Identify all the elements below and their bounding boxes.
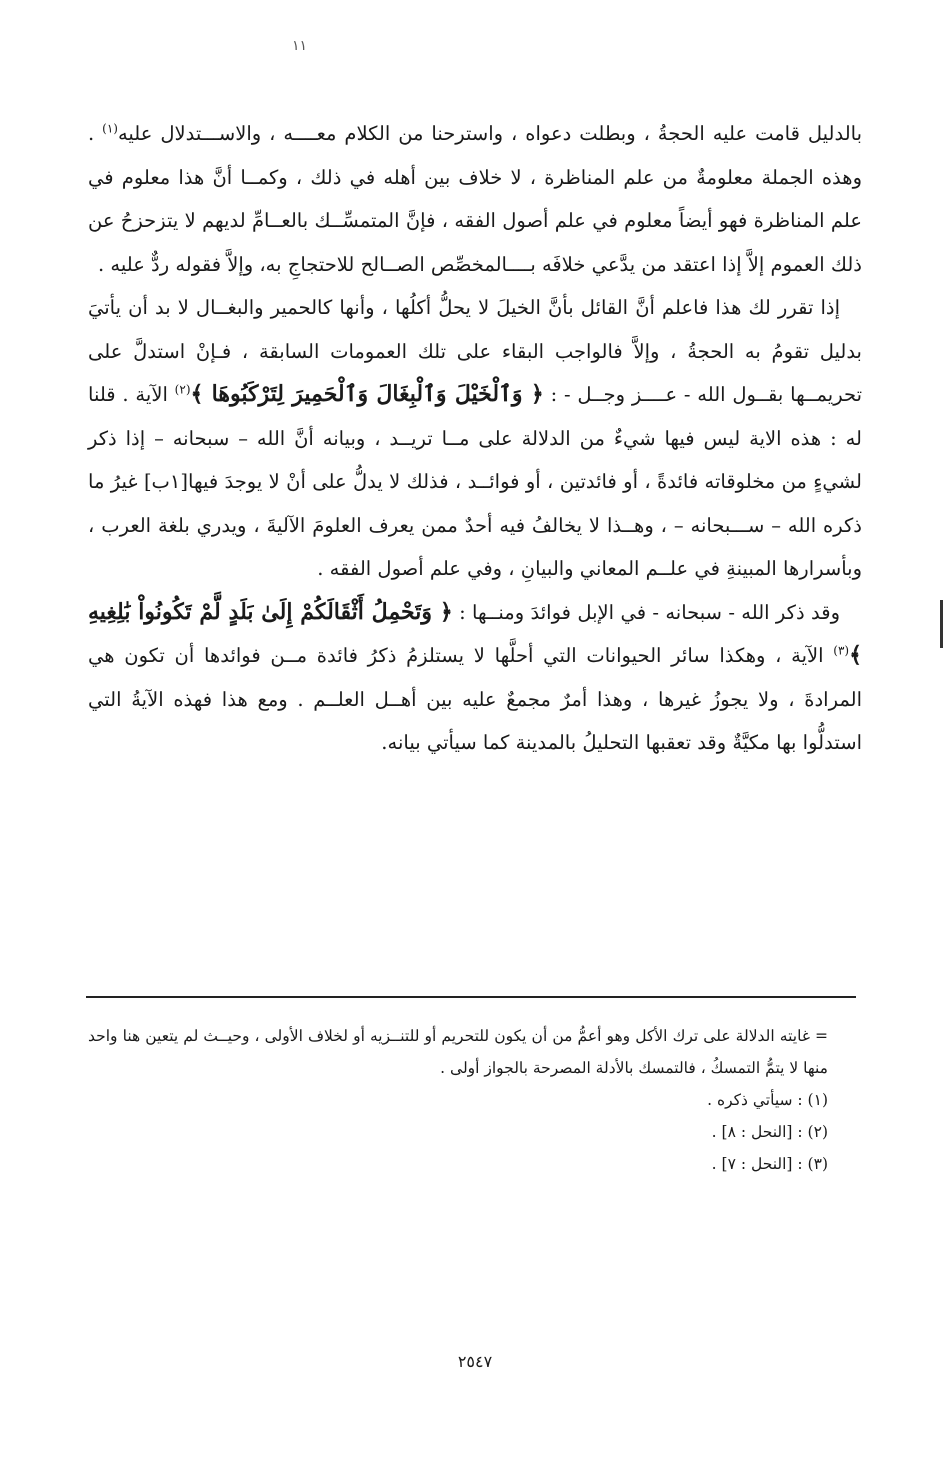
footnote-continuation: = غايته الدلالة على ترك الأكل وهو أعمُّ من أن يكون للتحريم أو للتنــزيه أو لخلاف الأولى ، وحيــث لم يتعين هنا واحد منها لا يتمُّ التمسكُ ، فالتمسك بالأدلة المصرحة بالجواز أولى .: [88, 1027, 828, 1077]
footnote-3: (٣) : [النحل : ٧] .: [711, 1155, 828, 1173]
paragraph-2-start: إذا تقرر لك هذا فاعلم أنَّ القائل بأنَّ الخيلَ لا يحلُّ أكلُها ، وأنها كالحمير والبغــال لا بد أن يأتيَ بدليل تقومُ به الحجةُ ، وإلاَّ فالواجب البقاء على تلك العمومات السابقة ، فـإنْ استدلَّ على تحريمــها بقــول الله - عــــز وجــل - :: [88, 296, 862, 406]
footnote-2: (٢) : [النحل : ٨] .: [711, 1123, 828, 1141]
paragraph-2-rest: الآية . قلنا له : هذه الاية ليس فيها شيءٌ من الدلالة على مــا تريــد ، وبيانه أنَّ الله – سبحانه – إذا ذكر لشيءٍ من مخلوقاته فائدةً ، أو فائدتين ، أو فوائــد ، فذلك لا يدلُّ على أنْ لا يوجدَ فيها[١ب] غيرُ ما ذكره الله – ســـبحانه – ، وهــذا لا يخالفُ فيه أحدٌ ممن يعرف العلومَ الآليةَ ، ويدري بلغة العرب ، وبأسرارها المبينةِ في علــم المعاني والبيانِ ، وفي علم أصول الفقه .: [88, 383, 862, 580]
paragraph-1-rest: . وهذه الجملة معلومةٌ من علم المناظرة ، لا خلاف بين أهله في ذلك ، وكمــا أنَّ هذا معلوم في علم المناظرة فهو أيضاً معلوم في علم أصول الفقه ، فإنَّ المتمسِّــك بالعــامِّ لديهم لا يتزحزحُ عن ذلك العموم إلاَّ إذا اعتقد من يدَّعي خلافَه بــــالمخصِّص الصــالح للاحتجاجِ به، وإلاَّ فقوله ردٌّ عليه .: [88, 122, 862, 276]
paragraph-1-line-1: بالدليل قامت عليه الحجةُ ، وبطلت دعواه ، واسترحنا من الكلام معــــه ، والاســـتدلال: [160, 122, 863, 145]
paragraph-1-start: عليه: [117, 122, 153, 145]
paragraph-3-start: وقد ذكر الله - سبحانه - في الإبل فوائدَ ومنــها :: [459, 600, 840, 624]
footnote-1: (١) : سيأتي ذكره .: [707, 1091, 828, 1109]
page-number: ٢٥٤٧: [457, 1352, 493, 1371]
quran-verse-2: ﴿ وَتَحْمِلُ أَثْقَالَكُمْ إِلَىٰ بَلَدٍ لَّمْ تَكُونُواْ بَٰلِغِيهِ ﴾: [88, 598, 862, 668]
footnote-ref-3[interactable]: (٣): [833, 643, 850, 658]
paragraph-1: [88, 112, 862, 286]
footnote-separator: [86, 996, 856, 998]
footnotes-section: [88, 1020, 828, 1180]
margin-mark: [940, 600, 943, 648]
paragraph-2: [88, 286, 862, 591]
paragraph-3: [88, 591, 862, 765]
header-mark: ١١: [292, 38, 308, 54]
footnote-ref-2[interactable]: (٢): [174, 382, 191, 397]
paragraph-3-rest: الآية ، وهكذا سائر الحيوانات التي أحلَّها لا يستلزمُ ذكرُ فائدة مــن فوائدها أن تكون هي المرادةَ ، ولا يجوزُ غيرها ، وهذا أمرٌ مجمعٌ عليه بين أهــل العلــم . ومع هذا فهذه الآيةُ التي استدلُّوا بها مكيَّةٌ وقد تعقبها التحليلُ بالمدينة كما سيأتي بيانه.: [88, 644, 862, 754]
quran-verse-1: ﴿ وَٱلْخَيْلَ وَٱلْبِغَالَ وَٱلْحَمِيرَ لِتَرْكَبُوهَا ﴾: [190, 381, 544, 407]
main-text: [88, 112, 862, 765]
footnote-ref-1[interactable]: (١): [102, 121, 118, 136]
